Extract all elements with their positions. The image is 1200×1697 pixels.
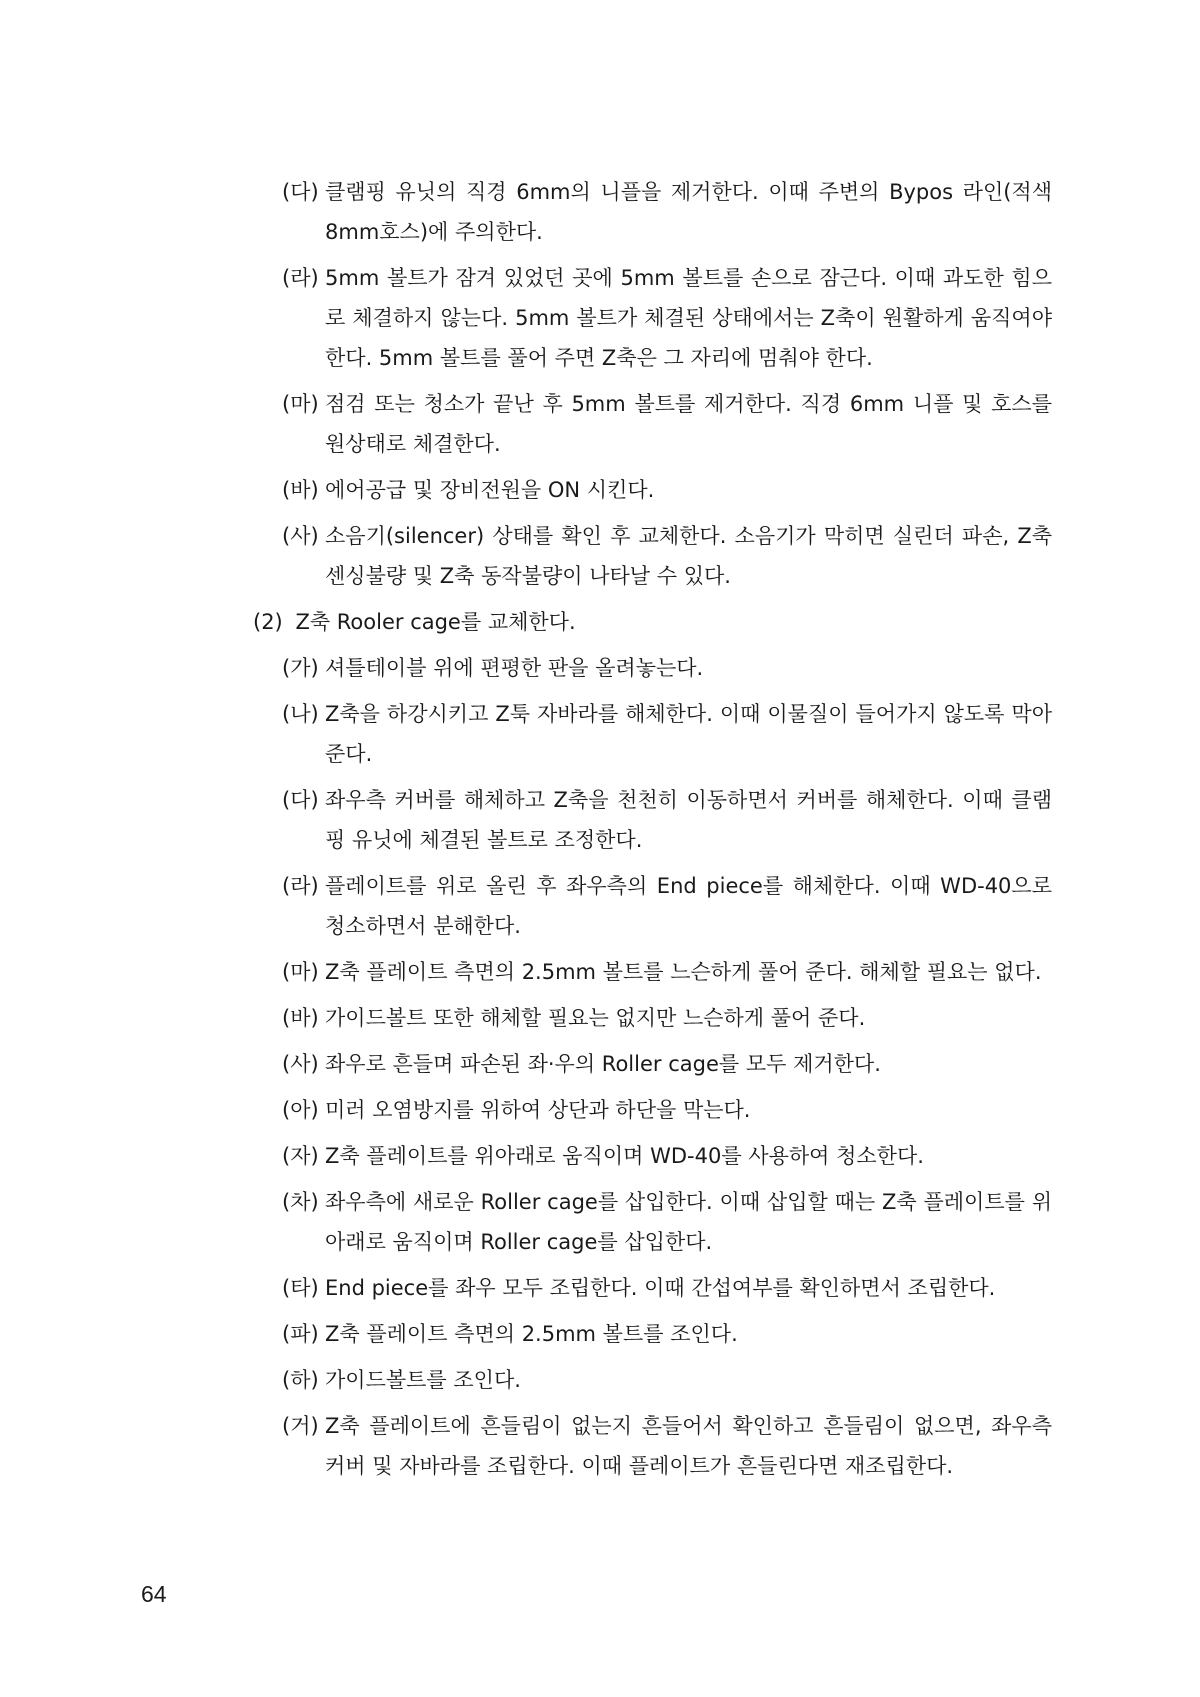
step-ma-2 <box>282 952 1052 992</box>
step-text: Z축 플레이트 측면의 2.5mm 볼트를 조인다. <box>325 1322 738 1346</box>
step-marker: (다) <box>282 788 319 812</box>
step-text: 셔틀테이블 위에 편평한 판을 올려놓는다. <box>325 656 704 680</box>
step-ba-2 <box>282 998 1052 1038</box>
step-marker: (사) <box>282 524 319 548</box>
step-marker: (라) <box>282 266 319 290</box>
step-marker: (바) <box>282 478 319 502</box>
step-text: 점검 또는 청소가 끝난 후 5mm 볼트를 제거한다. 직경 6mm 니플 및 호스를 원상태로 체결한다. <box>325 392 1052 456</box>
step-text: 좌우측 커버를 해체하고 Z축을 천천히 이동하면서 커버를 해체한다. 이때 클램핑 유닛에 체결된 볼트로 조정한다. <box>325 788 1052 852</box>
step-text: Z축 플레이트에 흔들림이 없는지 흔들어서 확인하고 흔들림이 없으면, 좌우측 커버 및 자바라를 조립한다. 이때 플레이트가 흔들린다면 재조립한다. <box>325 1414 1052 1478</box>
step-marker: (자) <box>282 1144 319 1168</box>
step-text: 클램핑 유닛의 직경 6mm의 니플을 제거한다. 이때 주변의 Bypos 라인(적색 8mm호스)에 주의한다. <box>325 180 1052 244</box>
step-cha-2 <box>282 1182 1052 1262</box>
step-a-2 <box>282 1090 1052 1130</box>
step-text: 가이드볼트 또한 해체할 필요는 없지만 느슨하게 풀어 준다. <box>325 1006 866 1030</box>
step-ba-1 <box>282 470 1052 510</box>
step-marker: (사) <box>282 1052 319 1076</box>
step-ha-2 <box>282 1360 1052 1400</box>
step-text: 좌우측에 새로운 Roller cage를 삽입한다. 이때 삽입할 때는 Z축 플레이트를 위아래로 움직이며 Roller cage를 삽입한다. <box>325 1190 1052 1254</box>
step-text: 미러 오염방지를 위하여 상단과 하단을 막는다. <box>325 1098 751 1122</box>
step-text: 가이드볼트를 조인다. <box>325 1368 521 1392</box>
step-marker: (마) <box>282 960 319 984</box>
step-marker: (거) <box>282 1414 319 1438</box>
step-text: Z축 플레이트를 위아래로 움직이며 WD-40를 사용하여 청소한다. <box>325 1144 924 1168</box>
step-ra-2 <box>282 866 1052 946</box>
step-ga-2 <box>282 648 1052 688</box>
step-marker: (파) <box>282 1322 319 1346</box>
step-text: Z축을 하강시키고 Z툭 자바라를 해체한다. 이때 이물질이 들어가지 않도록 막아준다. <box>325 702 1052 766</box>
step-text: 5mm 볼트가 잠겨 있었던 곳에 5mm 볼트를 손으로 잠근다. 이때 과도한 힘으로 체결하지 않는다. 5mm 볼트가 체결된 상태에서는 Z축이 원활하게 움직여야 한다. 5mm 볼트를 풀어 주면 Z축은 그 자리에 멈춰야 한다. <box>325 266 1052 370</box>
step-sa-1 <box>282 516 1052 596</box>
step-text: End piece를 좌우 모두 조립한다. 이때 간섭여부를 확인하면서 조립한다. <box>325 1276 996 1300</box>
step-text: 좌우로 흔들며 파손된 좌·우의 Roller cage를 모두 제거한다. <box>325 1052 881 1076</box>
step-text: 소음기(silencer) 상태를 확인 후 교체한다. 소음기가 막히면 실린더 파손, Z축 센싱불량 및 Z축 동작불량이 나타날 수 있다. <box>325 524 1052 588</box>
procedure-list <box>253 172 1052 1492</box>
step-text: Z축 플레이트 측면의 2.5mm 볼트를 느슨하게 풀어 준다. 해체할 필요는 없다. <box>325 960 1042 984</box>
step-ra-1 <box>282 258 1052 378</box>
step-marker: (하) <box>282 1368 319 1392</box>
step-ta-2 <box>282 1268 1052 1308</box>
step-text: 에어공급 및 장비전원을 ON 시킨다. <box>325 478 655 502</box>
step-sa-2 <box>282 1044 1052 1084</box>
section-heading-2 <box>253 602 1052 642</box>
step-marker: (바) <box>282 1006 319 1030</box>
step-geo-2 <box>282 1406 1052 1486</box>
step-da-1 <box>282 172 1052 252</box>
step-marker: (마) <box>282 392 319 416</box>
step-na-2 <box>282 694 1052 774</box>
step-marker: (차) <box>282 1190 319 1214</box>
step-marker: (나) <box>282 702 319 726</box>
step-marker: (다) <box>282 180 319 204</box>
step-marker: (타) <box>282 1276 319 1300</box>
step-text: 플레이트를 위로 올린 후 좌우측의 End piece를 해체한다. 이때 WD-40으로 청소하면서 분해한다. <box>325 874 1052 938</box>
step-marker: (가) <box>282 656 319 680</box>
step-marker: (라) <box>282 874 319 898</box>
step-ma-1 <box>282 384 1052 464</box>
page-number: 64 <box>141 1581 167 1607</box>
step-marker: (아) <box>282 1098 319 1122</box>
step-da-2 <box>282 780 1052 860</box>
section-marker: (2) <box>253 610 283 634</box>
step-pa-2 <box>282 1314 1052 1354</box>
section-text: Z축 Rooler cage를 교체한다. <box>295 610 576 634</box>
step-ja-2 <box>282 1136 1052 1176</box>
